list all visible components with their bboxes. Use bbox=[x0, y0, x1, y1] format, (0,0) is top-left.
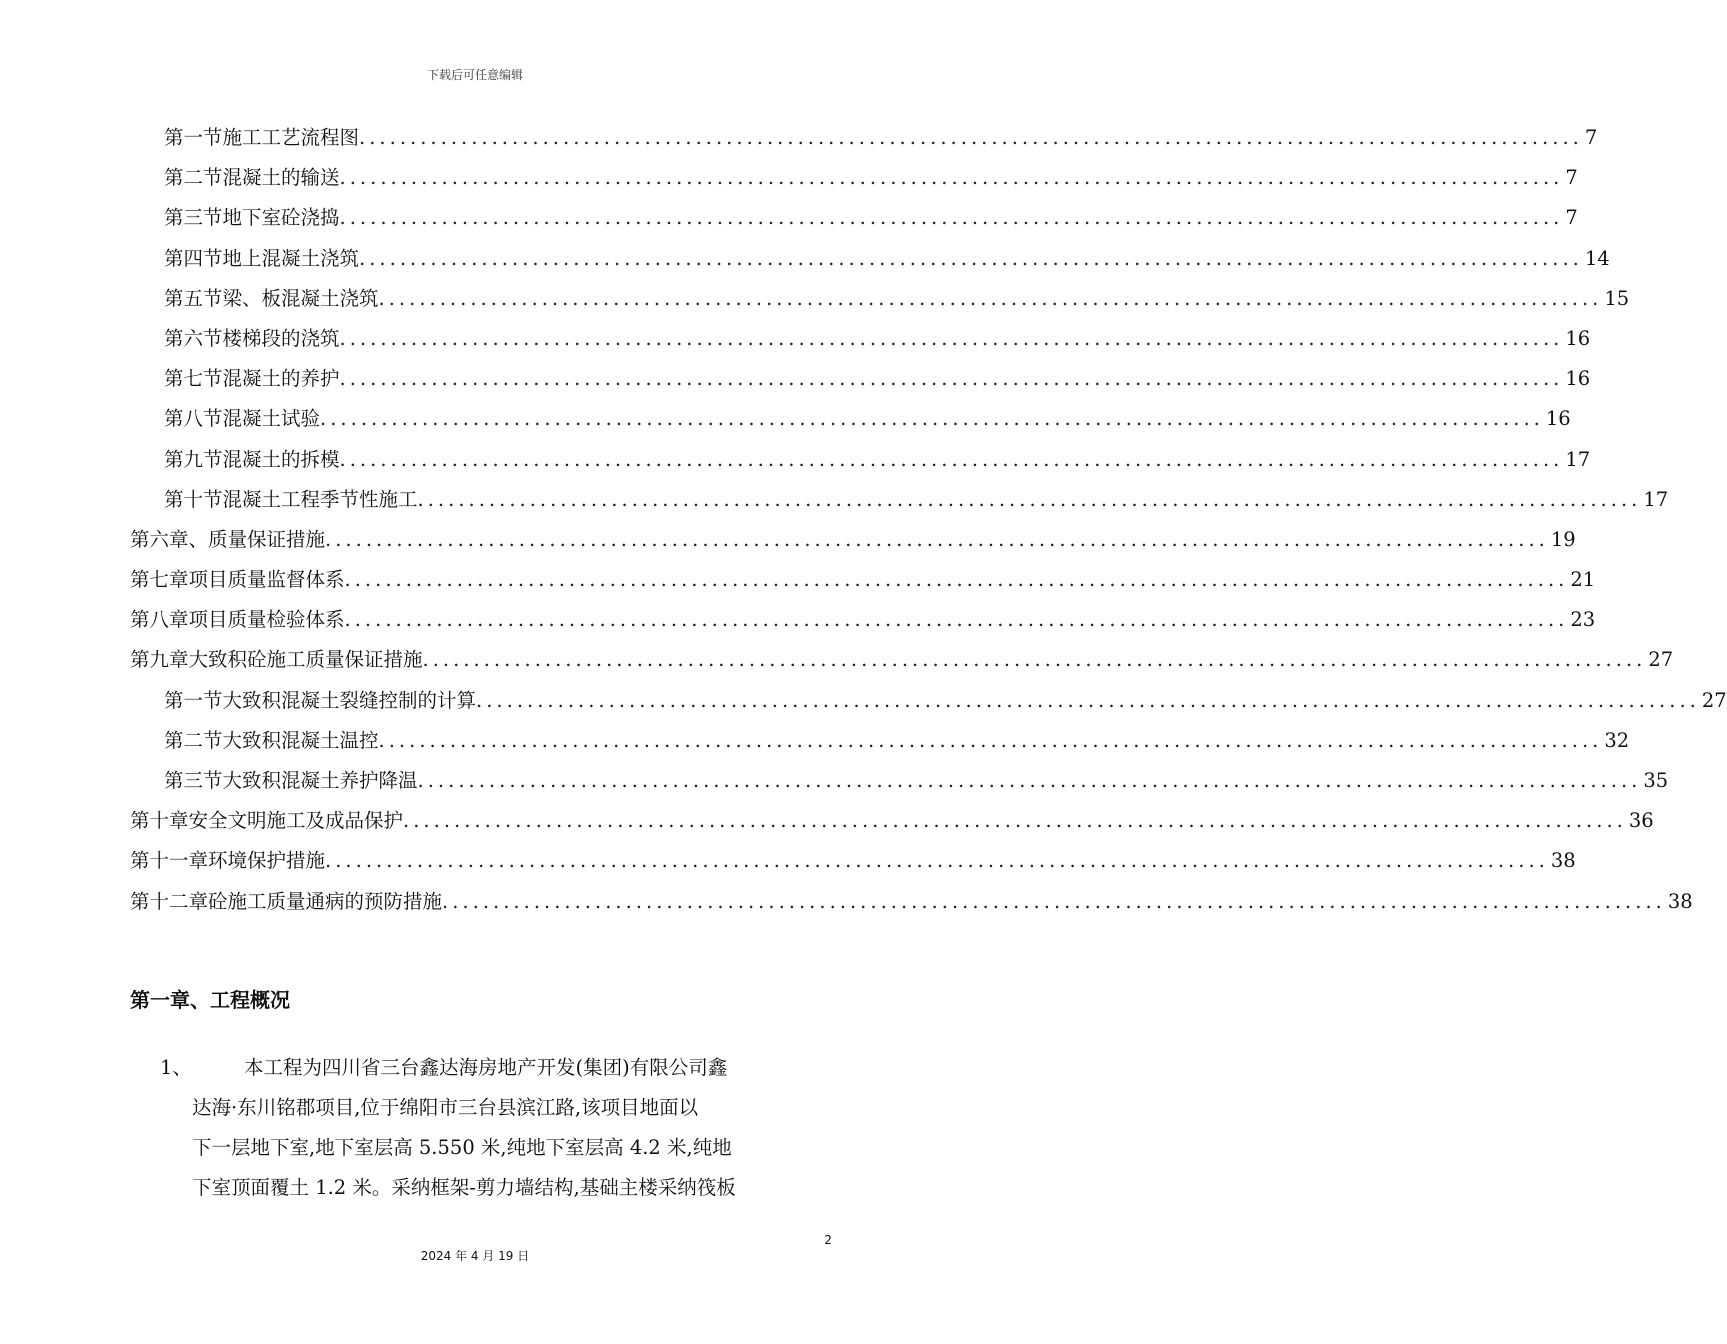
toc-leader-dots: ........................................................................................................................ bbox=[378, 728, 1603, 752]
paragraph-line-1 bbox=[130, 1048, 832, 1088]
toc-entry-number: 第九节 bbox=[164, 447, 223, 471]
page-number: 2 bbox=[824, 1233, 832, 1247]
toc-entry-number: 第七节 bbox=[164, 367, 223, 391]
toc-entry-title: 混凝土的拆模 bbox=[222, 447, 340, 471]
toc-entry-page: 27 bbox=[1648, 648, 1674, 672]
toc-entry-page: 7 bbox=[1584, 126, 1598, 149]
toc-entry-number: 第六节 bbox=[164, 326, 223, 350]
paragraph-line-3: 下一层地下室,地下室层高 5.550 米,纯地下室层高 4.2 米,纯地 bbox=[192, 1136, 732, 1159]
toc-entry-number: 第七章 bbox=[130, 568, 189, 592]
paragraph-text: 本工程为四川省三台鑫达海房地产开发(集团)有限公司鑫 bbox=[244, 1056, 728, 1079]
toc-leader-dots: ........................................................................................................................ bbox=[344, 608, 1569, 632]
toc-entry-page: 7 bbox=[1565, 166, 1578, 190]
toc-entry[interactable] bbox=[130, 239, 1610, 279]
toc-entry-title: 质量保证措施 bbox=[208, 527, 326, 551]
toc-entry[interactable] bbox=[130, 640, 1674, 680]
paragraph-line-2: 达海·东川铭郡项目,位于绵阳市三台县滨江路,该项目地面以 bbox=[192, 1096, 699, 1119]
toc-entry-number: 第二节 bbox=[164, 728, 223, 752]
toc-leader-dots: ........................................................................................................................ bbox=[339, 326, 1564, 350]
toc-entry-page: 19 bbox=[1550, 527, 1576, 551]
toc-entry-title: 大致积混凝土养护降温 bbox=[222, 769, 418, 792]
toc-entry[interactable] bbox=[130, 882, 1693, 922]
toc-entry-title: 混凝土试验 bbox=[222, 407, 321, 431]
page-footer-date: 2024 年 4 月 19 日 bbox=[420, 1249, 530, 1263]
toc-entry[interactable] bbox=[130, 801, 1654, 841]
toc-entry-title: 混凝土的养护 bbox=[222, 367, 340, 391]
toc-entry-title: 地下室砼浇捣 bbox=[222, 206, 340, 230]
toc-entry-number: 第六章、 bbox=[130, 527, 209, 551]
toc-entry[interactable] bbox=[130, 480, 1669, 520]
toc-entry-title: 混凝土工程季节性施工 bbox=[222, 487, 418, 511]
toc-entry-number: 第十章 bbox=[130, 809, 189, 833]
toc-entry[interactable] bbox=[130, 279, 1630, 319]
toc-entry-title: 项目质量监督体系 bbox=[188, 568, 345, 592]
toc-entry[interactable] bbox=[130, 359, 1591, 399]
toc-leader-dots: ........................................................................................................................ bbox=[325, 849, 1549, 873]
toc-leader-dots: ........................................................................................................................ bbox=[359, 246, 1583, 270]
toc-entry-page: 36 bbox=[1628, 809, 1654, 833]
toc-entry-page: 16 bbox=[1565, 326, 1591, 350]
toc-entry-page: 32 bbox=[1604, 728, 1630, 752]
toc-entry[interactable] bbox=[130, 600, 1596, 640]
toc-entry[interactable] bbox=[130, 560, 1596, 600]
toc-entry-title: 地上混凝土浇筑 bbox=[222, 246, 360, 270]
toc-leader-dots: ........................................................................................................................ bbox=[325, 527, 1549, 551]
toc-entry-title: 安全文明施工及成品保护 bbox=[188, 809, 404, 833]
toc-entry-page: 35 bbox=[1643, 769, 1669, 792]
toc-leader-dots: ........................................................................................................................ bbox=[359, 126, 1583, 149]
toc-entry-number: 第十二章 bbox=[130, 889, 209, 913]
toc-entry[interactable] bbox=[130, 158, 1578, 198]
toc-entry-title: 大致积砼施工质量保证措施 bbox=[188, 648, 423, 672]
toc-entry[interactable] bbox=[130, 761, 1669, 801]
table-of-contents bbox=[130, 118, 1727, 922]
toc-entry-page: 38 bbox=[1550, 849, 1576, 873]
toc-entry[interactable] bbox=[130, 681, 1727, 721]
toc-entry-number: 第三节 bbox=[164, 206, 223, 230]
toc-entry[interactable] bbox=[130, 520, 1576, 560]
toc-entry[interactable] bbox=[130, 399, 1571, 439]
toc-entry-number: 第十节 bbox=[164, 487, 223, 511]
toc-entry-title: 项目质量检验体系 bbox=[188, 608, 345, 632]
toc-entry-number: 第八章 bbox=[130, 608, 189, 632]
paragraph-line-4: 下室顶面覆土 1.2 米。采纳框架-剪力墙结构,基础主楼采纳筏板 bbox=[192, 1176, 736, 1199]
toc-entry-page: 15 bbox=[1604, 286, 1630, 310]
toc-leader-dots: ........................................................................................................................ bbox=[339, 206, 1564, 230]
toc-entry[interactable] bbox=[130, 118, 1598, 158]
toc-entry-number: 第五节 bbox=[164, 286, 223, 310]
toc-leader-dots: ........................................................................................................................ bbox=[339, 367, 1564, 391]
list-number: 1、 bbox=[160, 1056, 192, 1079]
toc-leader-dots: ........................................................................................................................ bbox=[344, 568, 1569, 592]
body-paragraph bbox=[130, 1048, 832, 1208]
toc-leader-dots: ........................................................................................................................ bbox=[403, 809, 1627, 833]
toc-entry-page: 17 bbox=[1565, 447, 1591, 471]
toc-entry-title: 环境保护措施 bbox=[208, 849, 326, 873]
toc-entry-page: 21 bbox=[1570, 568, 1596, 592]
toc-entry-title: 砼施工质量通病的预防措施 bbox=[208, 889, 443, 913]
toc-entry-page: 23 bbox=[1570, 608, 1596, 632]
toc-entry-number: 第十一章 bbox=[130, 849, 209, 873]
toc-entry[interactable] bbox=[130, 841, 1576, 881]
toc-leader-dots: ........................................................................................................................ bbox=[442, 889, 1666, 913]
toc-entry[interactable] bbox=[130, 721, 1630, 761]
toc-entry-title: 施工工艺流程图 bbox=[222, 126, 360, 149]
chapter-heading: 第一章、工程概况 bbox=[130, 988, 290, 1012]
toc-entry[interactable] bbox=[130, 440, 1591, 480]
toc-entry-page: 16 bbox=[1565, 367, 1591, 391]
toc-entry-page: 17 bbox=[1643, 487, 1669, 511]
toc-leader-dots: ........................................................................................................................ bbox=[417, 487, 1642, 511]
toc-entry-number: 第三节 bbox=[164, 769, 223, 792]
toc-entry-number: 第一节 bbox=[164, 688, 223, 712]
page-header: 下载后可任意编辑 bbox=[426, 68, 523, 82]
toc-leader-dots: ........................................................................................................................ bbox=[339, 166, 1564, 190]
toc-entry-title: 大致积混凝土裂缝控制的计算 bbox=[222, 688, 477, 712]
toc-entry-title: 大致积混凝土温控 bbox=[222, 728, 379, 752]
toc-entry-number: 第一节 bbox=[164, 126, 223, 149]
toc-leader-dots: ........................................................................................................................ bbox=[339, 447, 1564, 471]
toc-entry-title: 混凝土的输送 bbox=[222, 166, 340, 190]
toc-entry-page: 14 bbox=[1584, 246, 1610, 270]
toc-entry-number: 第八节 bbox=[164, 407, 223, 431]
toc-leader-dots: ........................................................................................................................ bbox=[476, 688, 1700, 712]
toc-leader-dots: ........................................................................................................................ bbox=[422, 648, 1647, 672]
toc-leader-dots: ........................................................................................................................ bbox=[320, 407, 1544, 431]
toc-entry-number: 第四节 bbox=[164, 246, 223, 270]
toc-entry-page: 16 bbox=[1545, 407, 1571, 431]
toc-entry[interactable] bbox=[130, 319, 1591, 359]
toc-entry-title: 楼梯段的浇筑 bbox=[222, 326, 340, 350]
toc-entry-number: 第二节 bbox=[164, 166, 223, 190]
toc-entry-title: 梁、板混凝土浇筑 bbox=[222, 286, 379, 310]
toc-entry-page: 27 bbox=[1701, 688, 1727, 712]
toc-entry[interactable] bbox=[130, 198, 1578, 238]
toc-entry-number: 第九章 bbox=[130, 648, 189, 672]
toc-leader-dots: ........................................................................................................................ bbox=[378, 286, 1603, 310]
toc-entry-page: 38 bbox=[1667, 889, 1693, 913]
toc-leader-dots: ........................................................................................................................ bbox=[417, 769, 1642, 792]
toc-entry-page: 7 bbox=[1565, 206, 1578, 230]
